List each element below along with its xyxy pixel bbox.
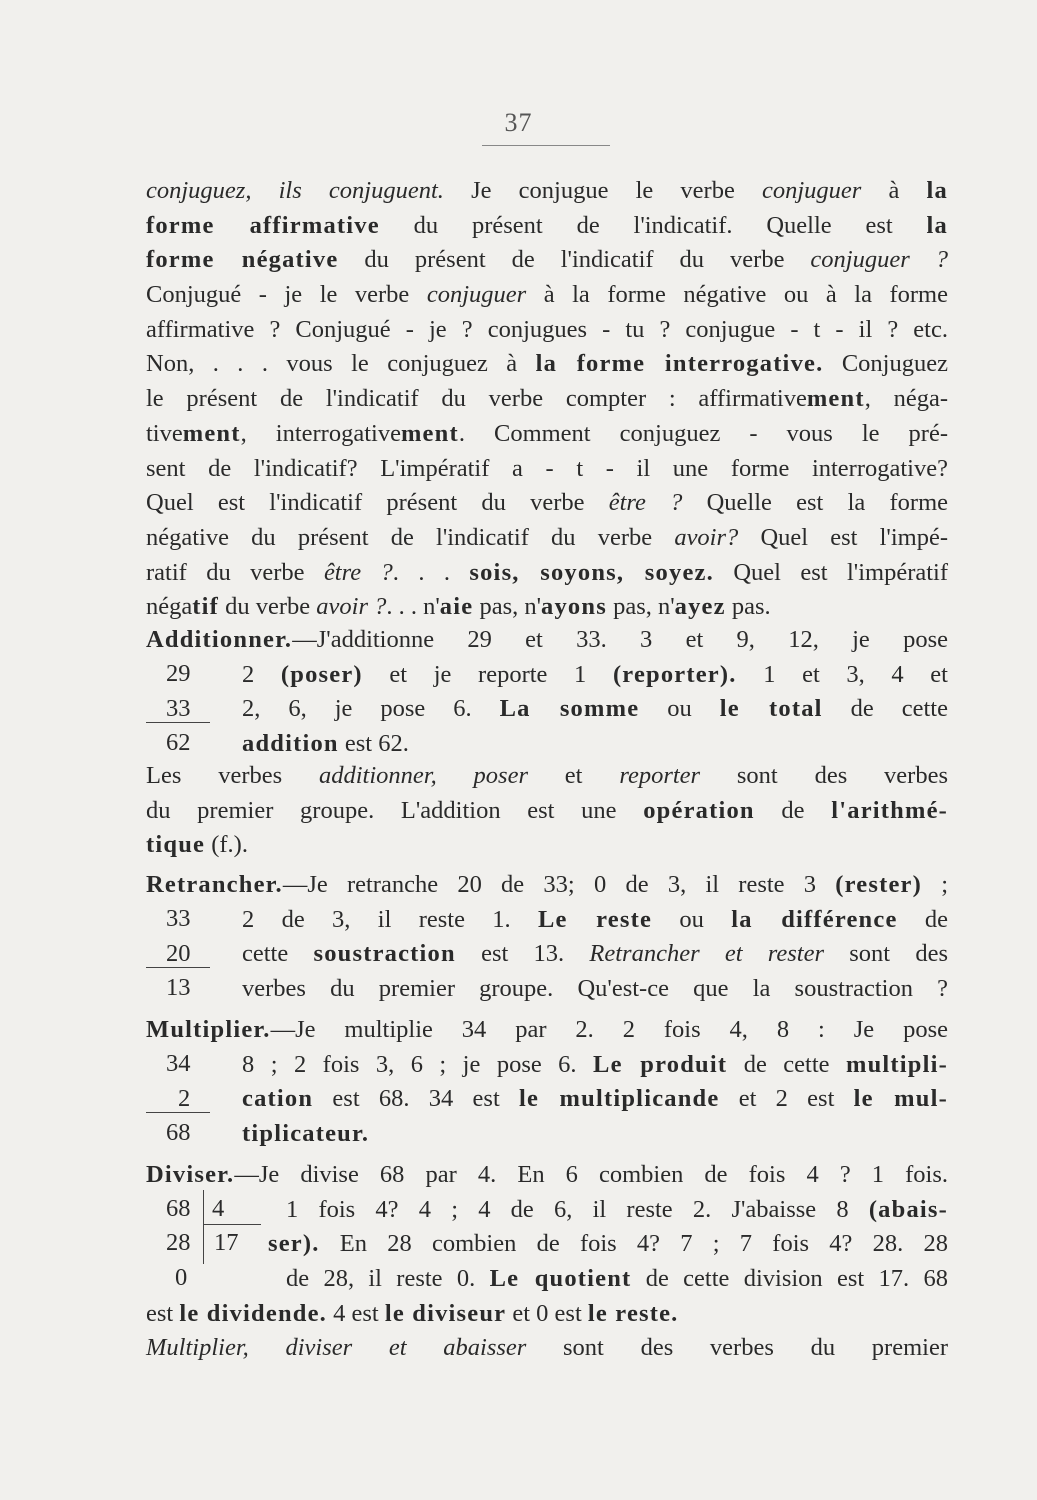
text-line: Non, . . . vous le conjuguez à la forme interrogative. Conjuguez: [146, 350, 948, 378]
subtraction-line: [146, 967, 210, 968]
text-line: addition est 62.: [242, 730, 409, 758]
addition-operand-2: 33: [166, 695, 191, 722]
addition-operand-1: 29: [166, 660, 191, 687]
text-line: le présent de l'indicatif du verbe compter : affirmativement, néga-: [146, 385, 948, 413]
text-line: Diviser.—Je divise 68 par 4. En 6 combien de fois 4 ? 1 fois.: [146, 1161, 948, 1188]
subtraction-minuend: 33: [166, 905, 191, 932]
multiplication-line: [146, 1112, 210, 1113]
division-dividend: 68: [166, 1195, 191, 1222]
text-line: négative du présent de l'indicatif du verbe avoir? Quel est l'impé-: [146, 523, 948, 551]
text-line: est le dividende. 4 est le diviseur et 0 est le reste.: [146, 1299, 679, 1327]
division-bracket-vertical: [203, 1190, 204, 1264]
text-line: cette soustraction est 13. Retrancher et rester sont des: [242, 940, 948, 968]
subtraction-subtrahend: 20: [166, 940, 191, 967]
text-line: Multiplier, diviser et abaisser sont des verbes du premier: [146, 1334, 948, 1362]
text-line: forme négative du présent de l'indicatif du verbe conjuguer ?: [146, 246, 948, 274]
text-line: du premier groupe. L'addition est une opération de l'arithmé-: [146, 796, 949, 824]
text-line: Conjugué - je le verbe conjuguer à la forme négative ou à la forme: [146, 281, 948, 309]
subtraction-result: 13: [166, 974, 191, 1001]
text-line: Additionner.—J'additionne 29 et 33. 3 et 9, 12, je pose: [146, 626, 948, 653]
paragraph-addition: [146, 623, 948, 762]
text-line: forme affirmative du présent de l'indicatif. Quelle est la: [146, 211, 949, 239]
division-bracket-horizontal: [203, 1224, 261, 1225]
division-quotient: 17: [214, 1229, 239, 1256]
text-line: tivement, interrogativement. Comment conjuguez - vous le pré-: [146, 419, 948, 447]
division-remainder: 0: [175, 1264, 188, 1291]
text-line: ratif du verbe être ?. . . sois, soyons, soyez. Quel est l'impératif: [146, 558, 948, 586]
text-line: 1 fois 4? 4 ; 4 de 6, il reste 2. J'abaisse 8 (abais-: [286, 1195, 948, 1223]
text-line: sent de l'indicatif? L'impératif a - t - il une forme interrogative?: [146, 454, 948, 482]
text-line: affirmative ? Conjugué - je ? conjugues - tu ? conjugue - t - il ? etc.: [146, 315, 948, 343]
page-number: 37: [504, 108, 533, 137]
division-divisor: 4: [212, 1195, 225, 1222]
multiplication-result: 68: [166, 1119, 191, 1146]
paragraph-subtraction: [146, 868, 948, 1007]
text-line: Multiplier.—Je multiplie 34 par 2. 2 fois 4, 8 : Je pose: [146, 1016, 948, 1043]
text-line: 2, 6, je pose 6. La somme ou le total de cette: [242, 695, 948, 723]
addition-sum-line: [146, 722, 210, 723]
text-line: tique (f.).: [146, 831, 248, 859]
multiplication-multiplier: 2: [178, 1085, 191, 1112]
addition-result: 62: [166, 729, 191, 756]
text-line: cation est 68. 34 est le multiplicande et 2 est le mul-: [242, 1085, 948, 1113]
paragraph-conjugation: [146, 174, 948, 625]
paragraph-multiplication: [146, 1013, 948, 1152]
header-rule: [482, 145, 610, 146]
text-line: négatif du verbe avoir ?. . . n'aie pas, n'ayons pas, n'ayez pas.: [146, 593, 771, 621]
text-line: Retrancher.—Je retranche 20 de 33; 0 de 3, il reste 3 (rester) ;: [146, 871, 948, 898]
text-line: 2 de 3, il reste 1. Le reste ou la différence de: [242, 905, 949, 933]
text-line: Quel est l'indicatif présent du verbe être ? Quelle est la forme: [146, 489, 949, 517]
text-line: 8 ; 2 fois 3, 6 ; je pose 6. Le produit de cette multipli-: [242, 1050, 948, 1078]
text-line: tiplicateur.: [242, 1120, 370, 1148]
text-line: 2 (poser) et je reporte 1 (reporter). 1 et 3, 4 et: [242, 660, 948, 688]
text-line: verbes du premier groupe. Qu'est-ce que la soustraction ?: [242, 975, 948, 1003]
text-line: ser). En 28 combien de fois 4? 7 ; 7 fois 4? 28. 28: [268, 1230, 948, 1258]
text-line: de 28, il reste 0. Le quotient de cette division est 17. 68: [286, 1265, 948, 1293]
text-line: Les verbes additionner, poser et reporter sont des verbes: [146, 762, 948, 789]
multiplication-multiplicand: 34: [166, 1050, 191, 1077]
paragraph-division: [146, 1158, 948, 1366]
paragraph-addition-note: [146, 759, 948, 863]
text-line: conjuguez, ils conjuguent. Je conjugue le verbe conjuguer à la: [146, 177, 948, 204]
division-partial: 28: [166, 1229, 191, 1256]
